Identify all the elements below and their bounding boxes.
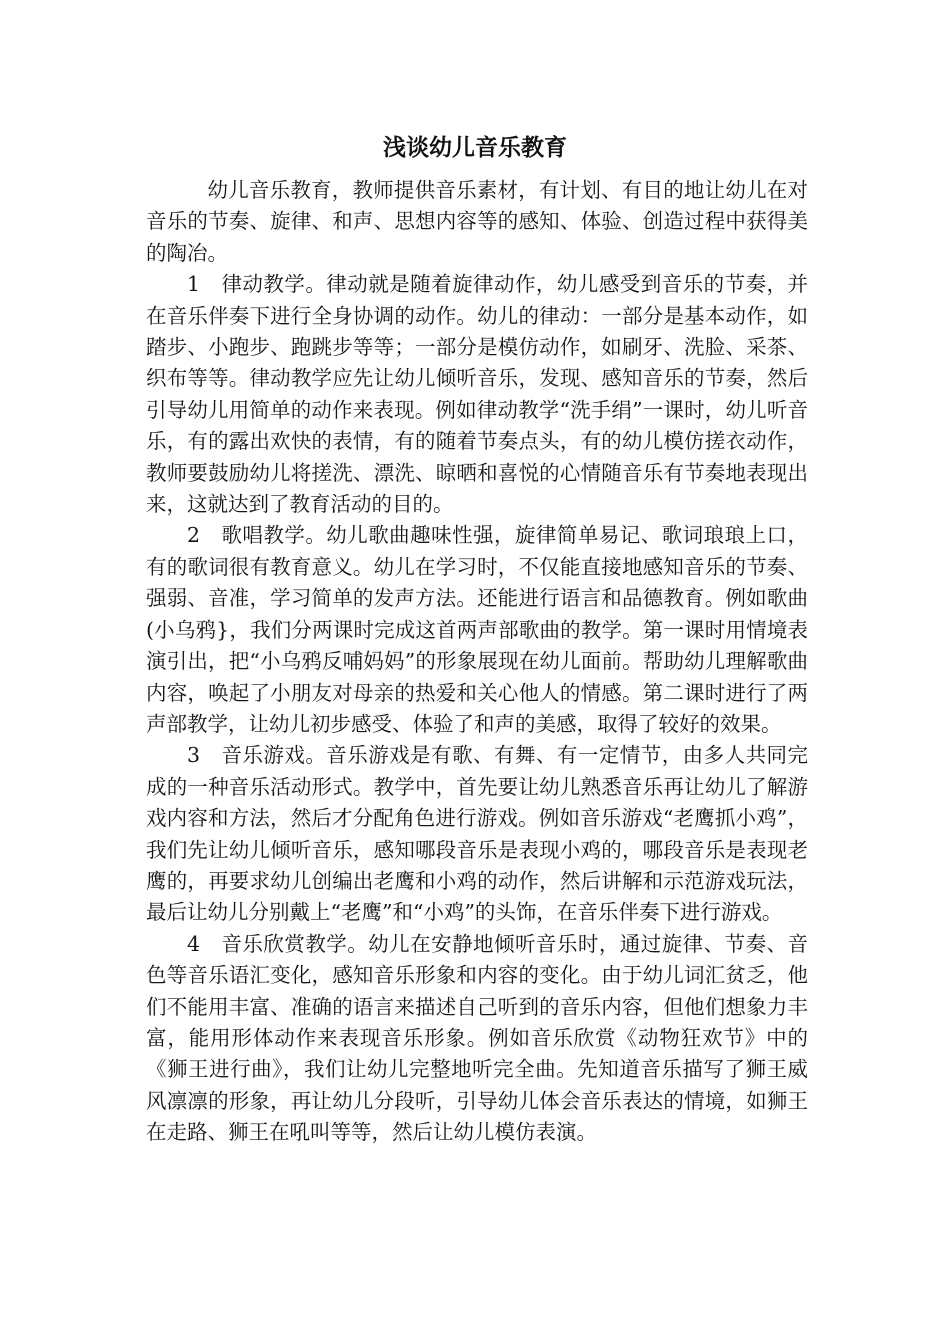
section-rhythm-teaching: 1 律动教学。律动就是随着旋律动作，幼儿感受到音乐的节奏，并在音乐伴奏下进行全身协调的动作。幼儿的律动：一部分是基本动作，如踏步、小跑步、跑跳步等等；一部分是模仿动作，如刷牙、洗脸、采茶、织布等等。律动教学应先让幼儿倾听音乐，发现、感知音乐的节奏，然后引导幼儿用简单的动作来表现。例如律动教学“洗手绢”一课时，幼儿听音乐，有的露出欢快的表情，有的随着节奏点头，有的幼儿模仿搓衣动作，教师要鼓励幼儿将搓洗、漂洗、晾晒和喜悦的心情随音乐有节奏地表现出来，这就达到了教育活动的目的。: [146, 272, 808, 517]
document-title: 浅谈幼儿音乐教育: [383, 134, 567, 161]
intro-paragraph: 幼儿音乐教育，教师提供音乐素材，有计划、有目的地让幼儿在对音乐的节奏、旋律、和声、思想内容等的感知、体验、创造过程中获得美的陶冶。: [146, 178, 808, 265]
section-music-appreciation: 4 音乐欣赏教学。幼儿在安静地倾听音乐时，通过旋律、节奏、音色等音乐语汇变化，感知音乐形象和内容的变化。由于幼儿词汇贫乏，他们不能用丰富、准确的语言来描述自己听到的音乐内容，但他们想象力丰富，能用形体动作来表现音乐形象。例如音乐欣赏《动物狂欢节》中的《狮王进行曲》，我们让幼儿完整地听完全曲。先知道音乐描写了狮王威风凛凛的形象，再让幼儿分段听，引导幼儿体会音乐表达的情境，如狮王在走路、狮王在吼叫等等，然后让幼儿模仿表演。: [146, 931, 808, 1145]
section-singing-teaching: 2 歌唱教学。幼儿歌曲趣味性强，旋律简单易记、歌词琅琅上口，有的歌词很有教育意义。幼儿在学习时，不仅能直接地感知音乐的节奏、强弱、音准，学习简单的发声方法。还能进行语言和品德教育。例如歌曲(小乌鸦}，我们分两课时完成这首两声部歌曲的教学。第一课时用情境表演引出，把“小乌鸦反哺妈妈”的形象展现在幼儿面前。帮助幼儿理解歌曲内容，唤起了小朋友对母亲的热爱和关心他人的情感。第二课时进行了两声部教学，让幼儿初步感受、体验了和声的美感，取得了较好的效果。: [146, 523, 808, 736]
document-body: [146, 175, 808, 1149]
section-music-games: 3 音乐游戏。音乐游戏是有歌、有舞、有一定情节，由多人共同完成的一种音乐活动形式。教学中，首先要让幼儿熟悉音乐再让幼儿了解游戏内容和方法，然后才分配角色进行游戏。例如音乐游戏“老鹰抓小鸡”，我们先让幼儿倾听音乐，感知哪段音乐是表现小鸡的，哪段音乐是表现老鹰的，再要求幼儿创编出老鹰和小鸡的动作，然后讲解和示范游戏玩法，最后让幼儿分别戴上“老鹰”和“小鸡”的头饰，在音乐伴奏下进行游戏。: [146, 743, 808, 925]
